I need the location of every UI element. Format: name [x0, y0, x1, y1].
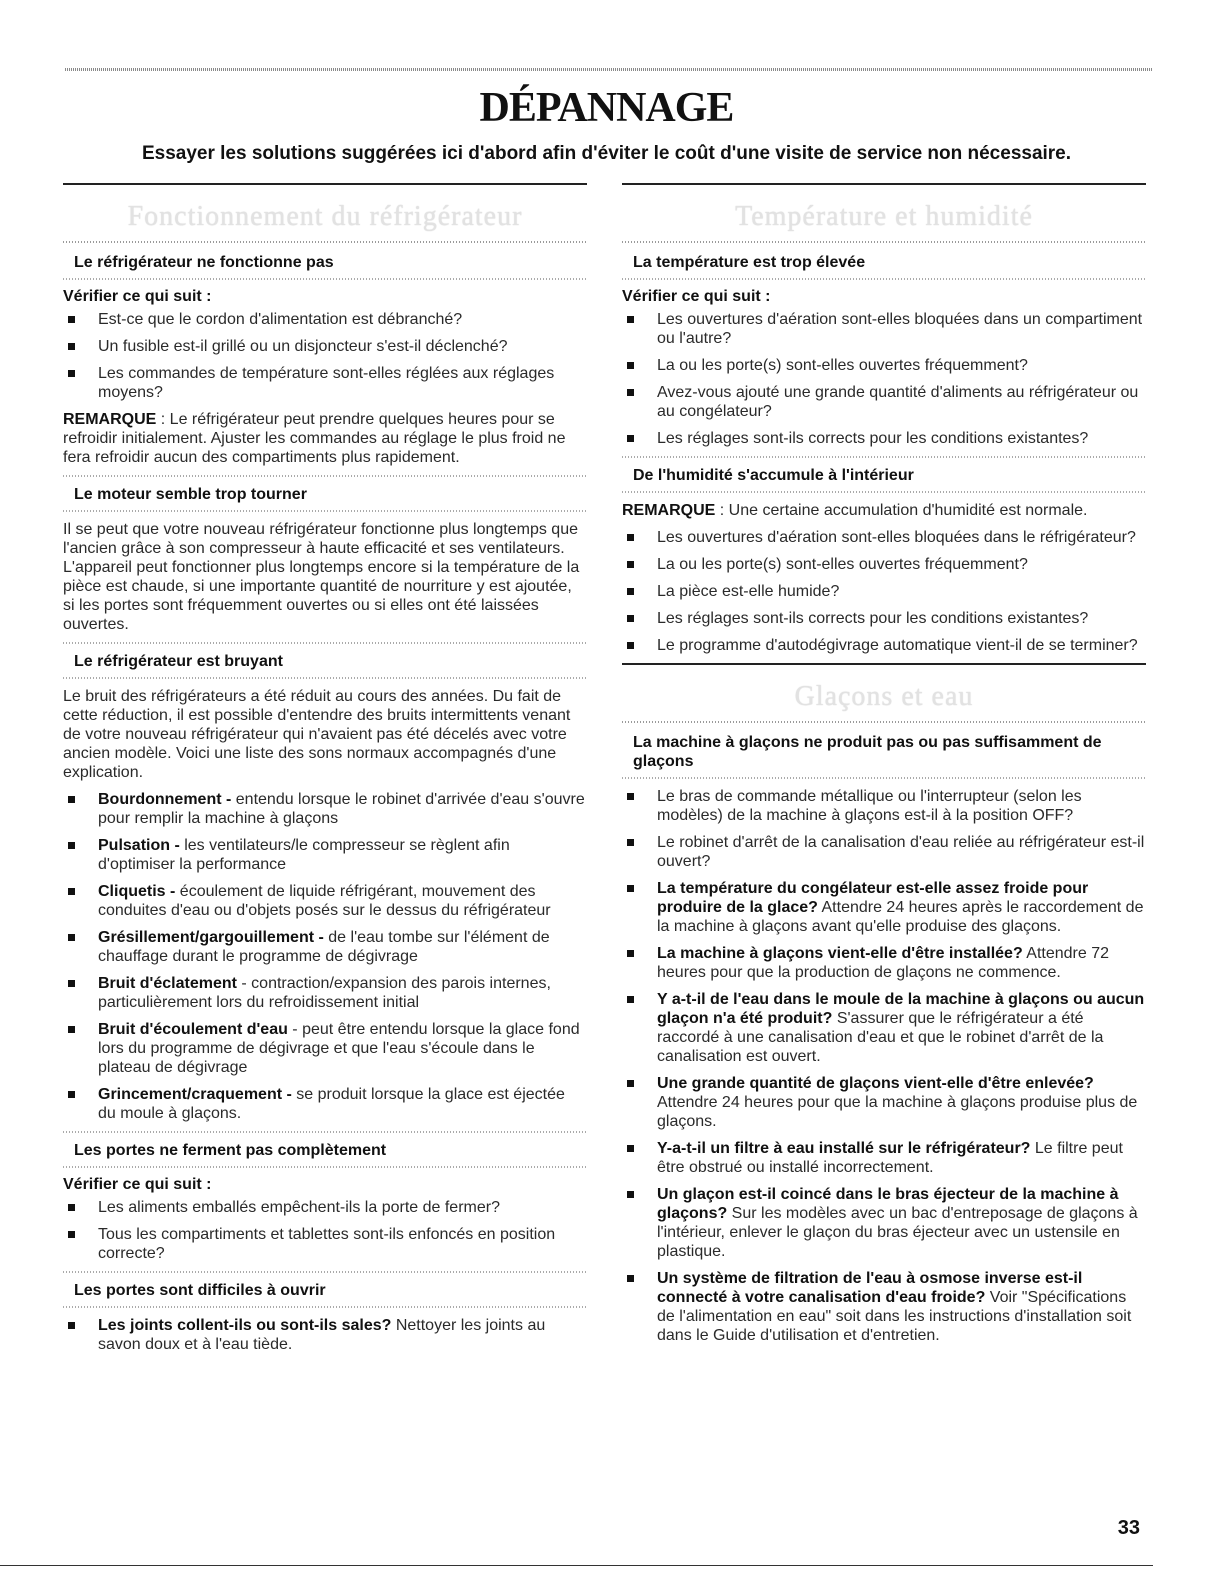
list-item — [622, 528, 1146, 547]
item-bold: Un glaçon est-il coincé dans le bras éjecteur de la machine à glaçons? — [657, 1186, 1119, 1222]
dotted-divider — [622, 721, 1146, 723]
item-text: - contraction/expansion des parois internes, particulièrement lors du refroidissement initial — [98, 975, 551, 1011]
bullet-icon — [627, 615, 634, 622]
bullet-icon — [627, 839, 634, 846]
bullet-icon — [627, 996, 634, 1003]
dotted-divider — [622, 456, 1146, 458]
item-bold: La température du congélateur est-elle assez froide pour produire de la glace? — [657, 880, 1089, 916]
bullet-icon — [627, 561, 634, 568]
bullet-icon — [68, 1026, 75, 1033]
item-bold: Une grande quantité de glaçons vient-elle d'être enlevée? — [657, 1075, 1094, 1092]
subsection-doors-hard-to-open — [63, 1271, 587, 1354]
item-text: - peut être entendu lorsque la glace fond lors du programme de dégivrage et que l'eau s'écoule dans le plateau de dégivrage — [98, 1021, 580, 1076]
bullet-list — [622, 528, 1146, 655]
dotted-divider — [622, 241, 1146, 243]
check-label: Vérifier ce qui suit : — [63, 288, 212, 305]
list-item — [63, 790, 587, 828]
bullet-icon — [627, 1191, 634, 1198]
list-item-text: Les réglages sont-ils corrects pour les conditions existantes? — [657, 430, 1089, 447]
subsection-motor — [63, 475, 587, 634]
note-paragraph — [63, 410, 587, 467]
subsection-title: Les portes sont difficiles à ouvrir — [74, 1282, 326, 1299]
top-dotted-rule — [65, 68, 1153, 71]
subsection-temperature-high — [622, 251, 1146, 448]
item-bold: La machine à glaçons vient-elle d'être installée? — [657, 945, 1023, 962]
list-item-text: Les ouvertures d'aération sont-elles bloquées dans un compartiment ou l'autre? — [657, 311, 1143, 347]
bullet-icon — [627, 316, 634, 323]
bullet-icon — [68, 1091, 75, 1098]
bullet-icon — [68, 980, 75, 987]
bullet-icon — [68, 1204, 75, 1211]
section-title: Glaçons et eau — [794, 681, 974, 712]
list-item — [622, 609, 1146, 628]
list-item-text: Les aliments emballés empêchent-ils la porte de fermer? — [98, 1199, 500, 1216]
list-item — [63, 1198, 587, 1217]
right-column — [622, 183, 1146, 1353]
list-item — [622, 383, 1146, 421]
bullet-icon — [627, 588, 634, 595]
bottom-rule — [0, 1565, 1153, 1566]
bullet-icon — [627, 885, 634, 892]
item-bold: Grésillement/gargouillement - — [98, 929, 324, 946]
item-text: les ventilateurs/le compresseur se règlent afin d'optimiser la performance — [98, 837, 510, 873]
item-text: Le bras de commande métallique ou l'interrupteur (selon les modèles) de la machine à glaçons est-il à la position OFF? — [657, 788, 1082, 824]
list-item — [622, 1074, 1146, 1131]
bullet-icon — [627, 435, 634, 442]
dotted-divider — [63, 475, 587, 477]
list-item-text: La ou les porte(s) sont-elles ouvertes fréquemment? — [657, 357, 1028, 374]
list-item — [63, 928, 587, 966]
list-item — [622, 879, 1146, 936]
section-header — [622, 199, 1146, 243]
list-item-text: La ou les porte(s) sont-elles ouvertes fréquemment? — [657, 556, 1028, 573]
subsection-doors-not-closing — [63, 1131, 587, 1263]
item-bold: Bourdonnement - — [98, 791, 232, 808]
bullet-list — [622, 310, 1146, 448]
section-header — [63, 199, 587, 243]
dotted-divider — [63, 642, 587, 644]
page-title: DÉPANNAGE — [479, 85, 734, 131]
body-paragraph: Il se peut que votre nouveau réfrigérateur fonctionne plus longtemps que l'ancien grâce à son compresseur à haute efficacité et ses ventilateurs. L'appareil peut fonctionner plus longtemps encore si la température de la pièce est chaude, si une importante quantité de nourriture y est ajoutée, si les portes sont fréquemment ouvertes ou si elles ont été laissées ouvertes. — [63, 521, 580, 633]
body-paragraph: Le bruit des réfrigérateurs a été réduit au cours des années. Du fait de cette réduction, il est possible d'entendre des bruits intermittents venant de votre nouveau réfrigérateur qui n'avaient pas été décelés avec votre ancien modèle. Voici une liste des sons normaux accompagnés d'une explication. — [63, 688, 571, 781]
dotted-divider — [63, 241, 587, 243]
subsection-title: Le réfrigérateur ne fonctionne pas — [74, 254, 334, 271]
item-text: Attendre 72 heures pour que la production de glaçons ne commence. — [657, 945, 1110, 981]
bullet-list — [622, 787, 1146, 1345]
item-text: de l'eau tombe sur l'élément de chauffage durant le programme de dégivrage — [98, 929, 550, 965]
bullet-icon — [627, 642, 634, 649]
list-item — [63, 1085, 587, 1123]
subsection-title: La machine à glaçons ne produit pas ou pas suffisamment de glaçons — [633, 734, 1102, 770]
section-header — [622, 679, 1146, 723]
item-text: Le robinet d'arrêt de la canalisation d'eau reliée au réfrigérateur est-il ouvert? — [657, 834, 1145, 870]
list-item — [63, 1316, 587, 1354]
note-label: REMARQUE — [63, 411, 157, 428]
list-item — [63, 1020, 587, 1077]
subsection-title: Le moteur semble trop tourner — [74, 486, 307, 503]
subsection-title: Le réfrigérateur est bruyant — [74, 653, 283, 670]
section-rule — [622, 663, 1146, 665]
list-item-text: Est-ce que le cordon d'alimentation est débranché? — [98, 311, 463, 328]
list-item-text: Avez-vous ajouté une grande quantité d'aliments au réfrigérateur ou au congélateur? — [657, 384, 1139, 420]
item-text: Sur les modèles avec un bac d'entreposage de glaçons à l'intérieur, enlever le glaçon du bras éjecteur avec un ustensile en plastique. — [657, 1205, 1138, 1260]
page-number: 33 — [1117, 1517, 1140, 1539]
item-text: Attendre 24 heures pour que la machine à glaçons produise plus de glaçons. — [657, 1094, 1138, 1130]
subsection-noisy — [63, 642, 587, 1123]
bullet-icon — [68, 888, 75, 895]
list-item — [622, 1139, 1146, 1177]
dotted-divider — [622, 777, 1146, 779]
item-text: Attendre 24 heures après le raccordement de la machine à glaçons avant qu'elle produise des glaçons. — [657, 899, 1144, 935]
note-text: : Une certaine accumulation d'humidité est normale. — [715, 502, 1088, 519]
list-item-text: La pièce est-elle humide? — [657, 583, 840, 600]
list-item — [63, 882, 587, 920]
bullet-icon — [68, 934, 75, 941]
note-text: : Le réfrigérateur peut prendre quelques heures pour se refroidir initialement. Ajuster les commandes au réglage le plus froid ne fera refroidir aucun des compartiments plus rapidement. — [63, 411, 566, 466]
item-bold: Un système de filtration de l'eau à osmose inverse est-il connecté à votre canalisation d'eau froide? — [657, 1270, 1083, 1306]
column-rule — [63, 183, 587, 185]
subsection-title: De l'humidité s'accumule à l'intérieur — [633, 467, 914, 484]
item-bold: Y a-t-il de l'eau dans le moule de la machine à glaçons ou aucun glaçon n'a été produit? — [657, 991, 1145, 1027]
bullet-list — [63, 1316, 587, 1354]
item-text: S'assurer que le réfrigérateur a été raccordé à une canalisation d'eau et que le robinet d'arrêt de la canalisation est ouvert. — [657, 1010, 1104, 1065]
list-item — [63, 974, 587, 1012]
item-text: Voir "Spécifications de l'alimentation en eau" soit dans les instructions d'installation soit dans le Guide d'utilisation et d'entretien. — [657, 1289, 1132, 1344]
check-label: Vérifier ce qui suit : — [622, 288, 771, 305]
item-text: se produit lorsque la glace est éjectée du moule à glaçons. — [98, 1086, 565, 1122]
bullet-icon — [627, 389, 634, 396]
list-item — [622, 1269, 1146, 1345]
page-subtitle: Essayer les solutions suggérées ici d'abord afin d'éviter le coût d'une visite de service non nécessaire. — [141, 143, 1072, 164]
subsection-not-running — [63, 251, 587, 467]
subsection-humidity — [622, 456, 1146, 655]
bullet-icon — [627, 1080, 634, 1087]
item-bold: Bruit d'éclatement — [98, 975, 237, 992]
dotted-divider — [63, 1131, 587, 1133]
dotted-divider — [63, 510, 587, 512]
note-paragraph — [622, 501, 1146, 520]
bullet-icon — [627, 362, 634, 369]
item-text: Le filtre peut être obstrué ou installé incorrectement. — [657, 1140, 1123, 1176]
item-bold: Grincement/craquement - — [98, 1086, 292, 1103]
column-rule — [622, 183, 1146, 185]
item-bold: Les joints collent-ils ou sont-ils sales? — [98, 1317, 392, 1334]
list-item — [63, 337, 587, 356]
subsection-ice-maker — [622, 731, 1146, 1345]
dotted-divider — [63, 1166, 587, 1168]
bullet-icon — [68, 1231, 75, 1238]
bullet-icon — [627, 950, 634, 957]
list-item — [63, 836, 587, 874]
list-item — [63, 1225, 587, 1263]
dotted-divider — [622, 278, 1146, 280]
dotted-divider — [63, 1271, 587, 1273]
subsection-title: La température est trop élevée — [633, 254, 866, 271]
bullet-list — [63, 1198, 587, 1263]
section-title: Température et humidité — [735, 201, 1033, 232]
bullet-icon — [627, 534, 634, 541]
bullet-icon — [68, 343, 75, 350]
list-item — [622, 356, 1146, 375]
dotted-divider — [63, 278, 587, 280]
check-label: Vérifier ce qui suit : — [63, 1176, 212, 1193]
bullet-icon — [627, 1275, 634, 1282]
bullet-icon — [68, 1322, 75, 1329]
list-item — [622, 787, 1146, 825]
list-item — [622, 582, 1146, 601]
list-item-text: Les réglages sont-ils corrects pour les conditions existantes? — [657, 610, 1089, 627]
item-bold: Cliquetis - — [98, 883, 176, 900]
bullet-icon — [627, 1145, 634, 1152]
list-item — [622, 1185, 1146, 1261]
list-item — [622, 944, 1146, 982]
note-label: REMARQUE — [622, 502, 716, 519]
item-text: Nettoyer les joints au savon doux et à l'eau tiède. — [98, 1317, 546, 1353]
item-text: écoulement de liquide réfrigérant, mouvement des conduites d'eau ou d'objets posés sur le dessus du réfrigérateur — [98, 883, 551, 919]
bullet-icon — [68, 796, 75, 803]
dotted-divider — [63, 1306, 587, 1308]
dotted-divider — [622, 491, 1146, 493]
list-item — [622, 636, 1146, 655]
left-column — [63, 183, 587, 1362]
list-item-text: Les ouvertures d'aération sont-elles bloquées dans le réfrigérateur? — [657, 529, 1136, 546]
subsection-title: Les portes ne ferment pas complètement — [74, 1142, 387, 1159]
list-item — [63, 364, 587, 402]
bullet-icon — [68, 842, 75, 849]
list-item-text: Un fusible est-il grillé ou un disjoncteur s'est-il déclenché? — [98, 338, 508, 355]
list-item — [63, 310, 587, 329]
list-item-text: Le programme d'autodégivrage automatique vient-il de se terminer? — [657, 637, 1138, 654]
list-item — [622, 429, 1146, 448]
section-title: Fonctionnement du réfrigérateur — [127, 201, 523, 232]
item-bold: Y-a-t-il un filtre à eau installé sur le réfrigérateur? — [657, 1140, 1031, 1157]
bullet-icon — [68, 316, 75, 323]
list-item — [622, 833, 1146, 871]
bullet-list — [63, 310, 587, 402]
bullet-icon — [627, 793, 634, 800]
item-text: entendu lorsque le robinet d'arrivée d'eau s'ouvre pour remplir la machine à glaçons — [98, 791, 585, 827]
list-item — [622, 310, 1146, 348]
item-bold: Bruit d'écoulement d'eau — [98, 1021, 288, 1038]
list-item-text: Les commandes de température sont-elles réglées aux réglages moyens? — [98, 365, 555, 401]
list-item — [622, 555, 1146, 574]
item-bold: Pulsation - — [98, 837, 180, 854]
bullet-icon — [68, 370, 75, 377]
dotted-divider — [63, 677, 587, 679]
bullet-list — [63, 790, 587, 1123]
list-item-text: Tous les compartiments et tablettes sont-ils enfoncés en position correcte? — [98, 1226, 556, 1262]
list-item — [622, 990, 1146, 1066]
